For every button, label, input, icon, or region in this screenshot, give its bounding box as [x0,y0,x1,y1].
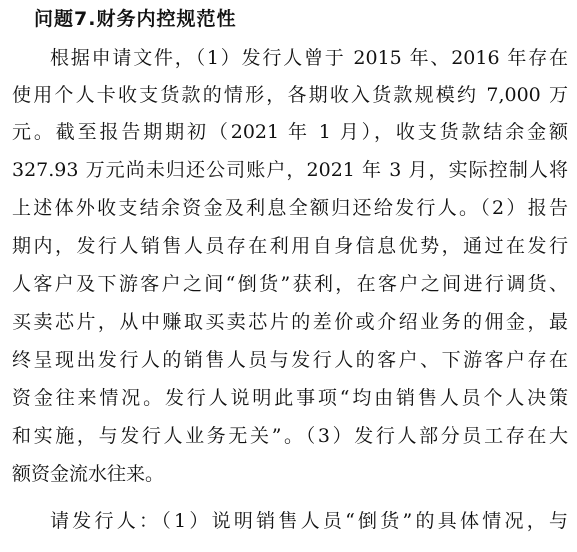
paragraph-line: 和实施，与发行人业务无关”。（3）发行人部分员工存在大 [12,425,568,447]
paragraph-line: 使用个人卡收支货款的情形，各期收入货款规模约 7,000 万 [12,84,568,106]
paragraph-line: 买卖芯片，从中赚取买卖芯片的差价或介绍业务的佣金，最 [12,311,568,333]
section-heading: 问题7.财务内控规范性 [34,8,237,30]
paragraph-line: 上述体外收支结余资金及利息全额归还给发行人。（2）报告 [12,197,568,219]
paragraph-line: 元。截至报告期期初（2021 年 1 月），收支货款结余金额 [12,121,568,143]
paragraph-line: 资金往来情况。发行人说明此事项“均由销售人员个人决策 [12,387,568,409]
paragraph-line: 请发行人：（1）说明销售人员“倒货”的具体情况，与 [50,510,568,532]
paragraph-line: 人客户及下游客户之间“倒货”获利，在客户之间进行调货、 [12,273,568,295]
paragraph-line: 期内，发行人销售人员存在利用自身信息优势，通过在发行 [12,235,568,257]
paragraph-line: 327.93 万元尚未归还公司账户，2021 年 3 月，实际控制人将 [12,159,568,181]
paragraph-line: 额资金流水往来。 [12,463,165,485]
paragraph-line: 终呈现出发行人的销售人员与发行人的客户、下游客户存在 [12,349,568,371]
paragraph-line: 根据申请文件，（1）发行人曾于 2015 年、2016 年存在 [50,47,568,69]
